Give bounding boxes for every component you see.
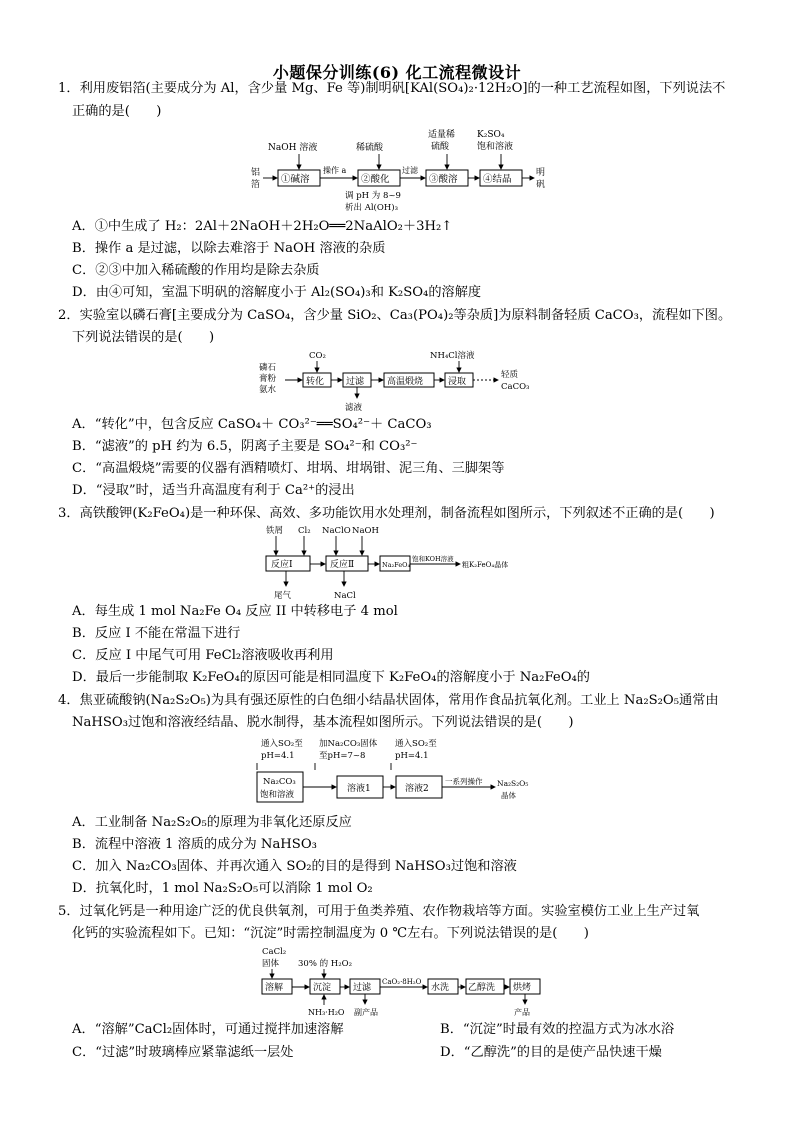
q5-box-6-label: 烘烤 [513, 983, 532, 993]
q4-box-1-label-1: Na₂CO₃ [263, 777, 296, 787]
q4-box-1-label-2: 饱和溶液 [260, 790, 295, 800]
q1-stem-line1: 1．利用废铝箔(主要成分为 Al，含少量 Mg、Fe 等)制明矾[KAl(SO₄)₂·12H₂O]的一种工艺流程如图，下列说法不 [58, 81, 726, 96]
q1-start-1: 铝 [251, 168, 261, 178]
q1-reagent-acid: 稀硫酸 [356, 143, 384, 153]
q5-box-4-label: 水洗 [431, 983, 450, 993]
q5-bottom-byproduct: 副产品 [354, 1008, 378, 1016]
q5-box-5-label: 乙醇洗 [468, 983, 496, 993]
q2-box-2-label: 过滤 [346, 377, 365, 387]
q2-flow-diagram [255, 348, 545, 416]
q4-option-c: C．加入 Na₂CO₃固体、并再次通入 SO₂的目的是得到 NaHSO₃过饱和溶液 [72, 859, 517, 874]
q1-box-3-label: ③酸溶 [429, 174, 458, 185]
q5-bottom-nh3: NH₃·H₂O [308, 1008, 345, 1016]
q4-top-2a: 加Na₂CO₃固体 [319, 739, 378, 749]
q4-box-2-label: 溶液1 [347, 784, 371, 794]
q4-end-1: Na₂S₂O₅ [497, 779, 529, 788]
q3-option-c: C．反应 I 中尾气可用 FeCl₂溶液吸收再利用 [72, 648, 334, 663]
q1-flow-diagram [245, 128, 555, 216]
q1-reagent-k2so4-2: 饱和溶液 [477, 142, 514, 152]
q1-box-1-label: ①碱溶 [281, 174, 310, 185]
q2-option-b: B．“滤液”的 pH 约为 6.5，阴离子主要是 SO₄²⁻和 CO₃²⁻ [72, 439, 418, 454]
q1-stem-line2: 正确的是( ) [72, 104, 162, 119]
q4-top-2b: 至pH=7~8 [319, 751, 366, 761]
q2-box-1-label: 转化 [306, 377, 325, 387]
q3-box-3-label: Na₂FeO₄ [382, 561, 411, 569]
q5-mid: CaO₂·8H₂O [382, 978, 422, 986]
q4-option-d: D．抗氧化时，1 mol Na₂S₂O₅可以消除 1 mol O₂ [72, 881, 373, 896]
q5-flow-diagram [258, 944, 548, 1016]
q3-after: 饱和KOH溶液 [412, 555, 454, 563]
q1-option-a: A．①中生成了 H₂：2Al＋2NaOH＋2H₂O══2NaAlO₂＋3H₂↑ [72, 219, 453, 234]
q5-box-2-label: 沉淀 [313, 983, 332, 993]
q4-option-b: B．流程中溶液 1 溶质的成分为 NaHSO₃ [72, 837, 317, 852]
q5-stem-line1: 5．过氧化钙是一种用途广泛的优良供氧剂，可用于鱼类养殖、农作物栽培等方面。实验室模仿工业上生产过氧 [58, 904, 700, 919]
q3-bottom-gas: 尾气 [274, 591, 292, 601]
q3-box-1-label: 反应Ⅰ [271, 560, 293, 570]
q3-top-naoh: NaOH [352, 526, 379, 536]
q4-end-2: 晶体 [501, 791, 516, 800]
q4-box-3-label: 溶液2 [405, 784, 429, 794]
q3-option-b: B．反应 I 不能在常温下进行 [72, 626, 241, 641]
q4-top-3a: 通入SO₂至 [395, 739, 437, 749]
q2-co2: CO₂ [309, 351, 326, 361]
q1-end-2: 矾 [536, 180, 546, 190]
q5-box-1-label: 溶解 [265, 983, 284, 993]
q2-option-a: A．“转化”中，包含反应 CaSO₄＋ CO₃²⁻══SO₄²⁻＋ CaCO₃ [72, 417, 432, 432]
q5-bottom-product: 产品 [514, 1008, 530, 1016]
q1-op-a: 操作 a [323, 166, 347, 175]
q2-stem-line2: 下列说法错误的是( ) [72, 330, 215, 345]
q3-bottom-nacl: NaCl [334, 591, 356, 601]
q4-top-1b: pH=4.1 [261, 751, 295, 761]
q2-filtrate: 滤液 [345, 403, 363, 413]
q1-note-precip: 析出 Al(OH)₃ [345, 203, 398, 213]
q2-start-3: 氨水 [259, 385, 277, 395]
q5-option-a: A．“溶解”CaCl₂固体时，可通过搅拌加速溶解 [72, 1022, 344, 1037]
q1-reagent-k2so4-1: K₂SO₄ [477, 130, 505, 140]
q2-start-1: 磷石 [259, 363, 277, 373]
q2-nh4cl: NH₄Cl溶液 [430, 351, 475, 361]
q2-option-d: D．“浸取”时，适当升高温度有利于 Ca²⁺的浸出 [72, 483, 355, 498]
q1-reagent-naoh: NaOH 溶液 [268, 143, 318, 153]
q5-stem-line2: 化钙的实验流程如下。已知：“沉淀”时需控制温度为 0 ℃左右。下列说法错误的是( ) [72, 926, 589, 941]
q1-reagent-acid2-2: 硫酸 [431, 142, 450, 152]
q2-box-4-label: 浸取 [448, 377, 467, 387]
q1-option-b: B．操作 a 是过滤，以除去难溶于 NaOH 溶液的杂质 [72, 241, 386, 256]
q5-top2: 30% 的 H₂O₂ [298, 959, 352, 969]
q5-option-d: D．“乙醇洗”的目的是使产品快速干燥 [440, 1045, 662, 1060]
q1-option-d: D．由④可知，室温下明矾的溶解度小于 Al₂(SO₄)₃和 K₂SO₄的溶解度 [72, 285, 482, 300]
q1-option-c: C．②③中加入稀硫酸的作用均是除去杂质 [72, 263, 320, 278]
q4-top-1a: 通入SO₂至 [261, 739, 303, 749]
q4-stem-line2: NaHSO₃过饱和溶液经结晶、脱水制得，基本流程如图所示。下列说法错误的是( ) [72, 715, 574, 730]
q3-top-cl2: Cl₂ [298, 526, 311, 536]
q4-after: 一系列操作 [445, 777, 483, 786]
q2-end-2: CaCO₃ [501, 382, 530, 392]
q1-note-ph: 调 pH 为 8~9 [345, 191, 401, 201]
q2-start-2: 膏粉 [259, 374, 277, 384]
q5-option-b: B．“沉淀”时最有效的控温方式为冰水浴 [440, 1022, 675, 1037]
q5-top1-a: CaCl₂ [262, 947, 287, 957]
q4-stem-line1: 4．焦亚硫酸钠(Na₂S₂O₅)为具有强还原性的白色细小结晶状固体，常用作食品抗氧化剂。工业上 Na₂S₂O₅通常由 [58, 693, 719, 708]
q3-box-2-label: 反应Ⅱ [330, 560, 355, 570]
q2-stem-line1: 2．实验室以磷石膏[主要成分为 CaSO₄，含少量 SiO₂、Ca₃(PO₄)₂等杂质]为原料制备轻质 CaCO₃，流程如下图。 [58, 308, 732, 323]
q3-top-naclo: NaClO [322, 526, 351, 536]
q1-box-4-label: ④结晶 [483, 174, 512, 185]
q3-flow-diagram [262, 524, 532, 602]
q4-top-3b: pH=4.1 [395, 751, 429, 761]
q5-option-c: C．“过滤”时玻璃棒应紧靠滤纸一层处 [72, 1045, 294, 1060]
q5-box-3-label: 过滤 [353, 983, 372, 993]
q1-reagent-acid2-1: 适量稀 [428, 130, 456, 140]
q5-top1-b: 固体 [262, 959, 280, 969]
q3-stem-line1: 3．高铁酸钾(K₂FeO₄)是一种环保、高效、多功能饮用水处理剂，制备流程如图所示，下列叙述不正确的是( ) [58, 506, 715, 521]
q3-end: 粗K₂FeO₄晶体 [462, 561, 509, 569]
q1-box-2-label: ②酸化 [361, 174, 390, 185]
q4-option-a: A．工业制备 Na₂S₂O₅的原理为非氧化还原反应 [72, 815, 352, 830]
q3-option-a: A．每生成 1 mol Na₂Fe O₄ 反应 II 中转移电子 4 mol [72, 604, 398, 619]
q2-option-c: C．“高温煅烧”需要的仪器有酒精喷灯、坩埚、坩埚钳、泥三角、三脚架等 [72, 461, 505, 476]
q1-filter: 过滤 [402, 166, 418, 175]
q2-end-1: 轻质 [501, 370, 519, 380]
q3-option-d: D．最后一步能制取 K₂FeO₄的原因可能是相同温度下 K₂FeO₄的溶解度小于 Na₂FeO₄的 [72, 670, 590, 685]
q1-start-2: 箔 [251, 180, 261, 190]
page-title: 小题保分训练(6) 化工流程微设计 [272, 63, 522, 82]
q3-top-iron: 铁屑 [266, 526, 284, 536]
q4-flow-diagram [255, 736, 545, 810]
q1-end-1: 明 [536, 168, 546, 178]
q2-box-3-label: 高温煅烧 [387, 377, 424, 387]
